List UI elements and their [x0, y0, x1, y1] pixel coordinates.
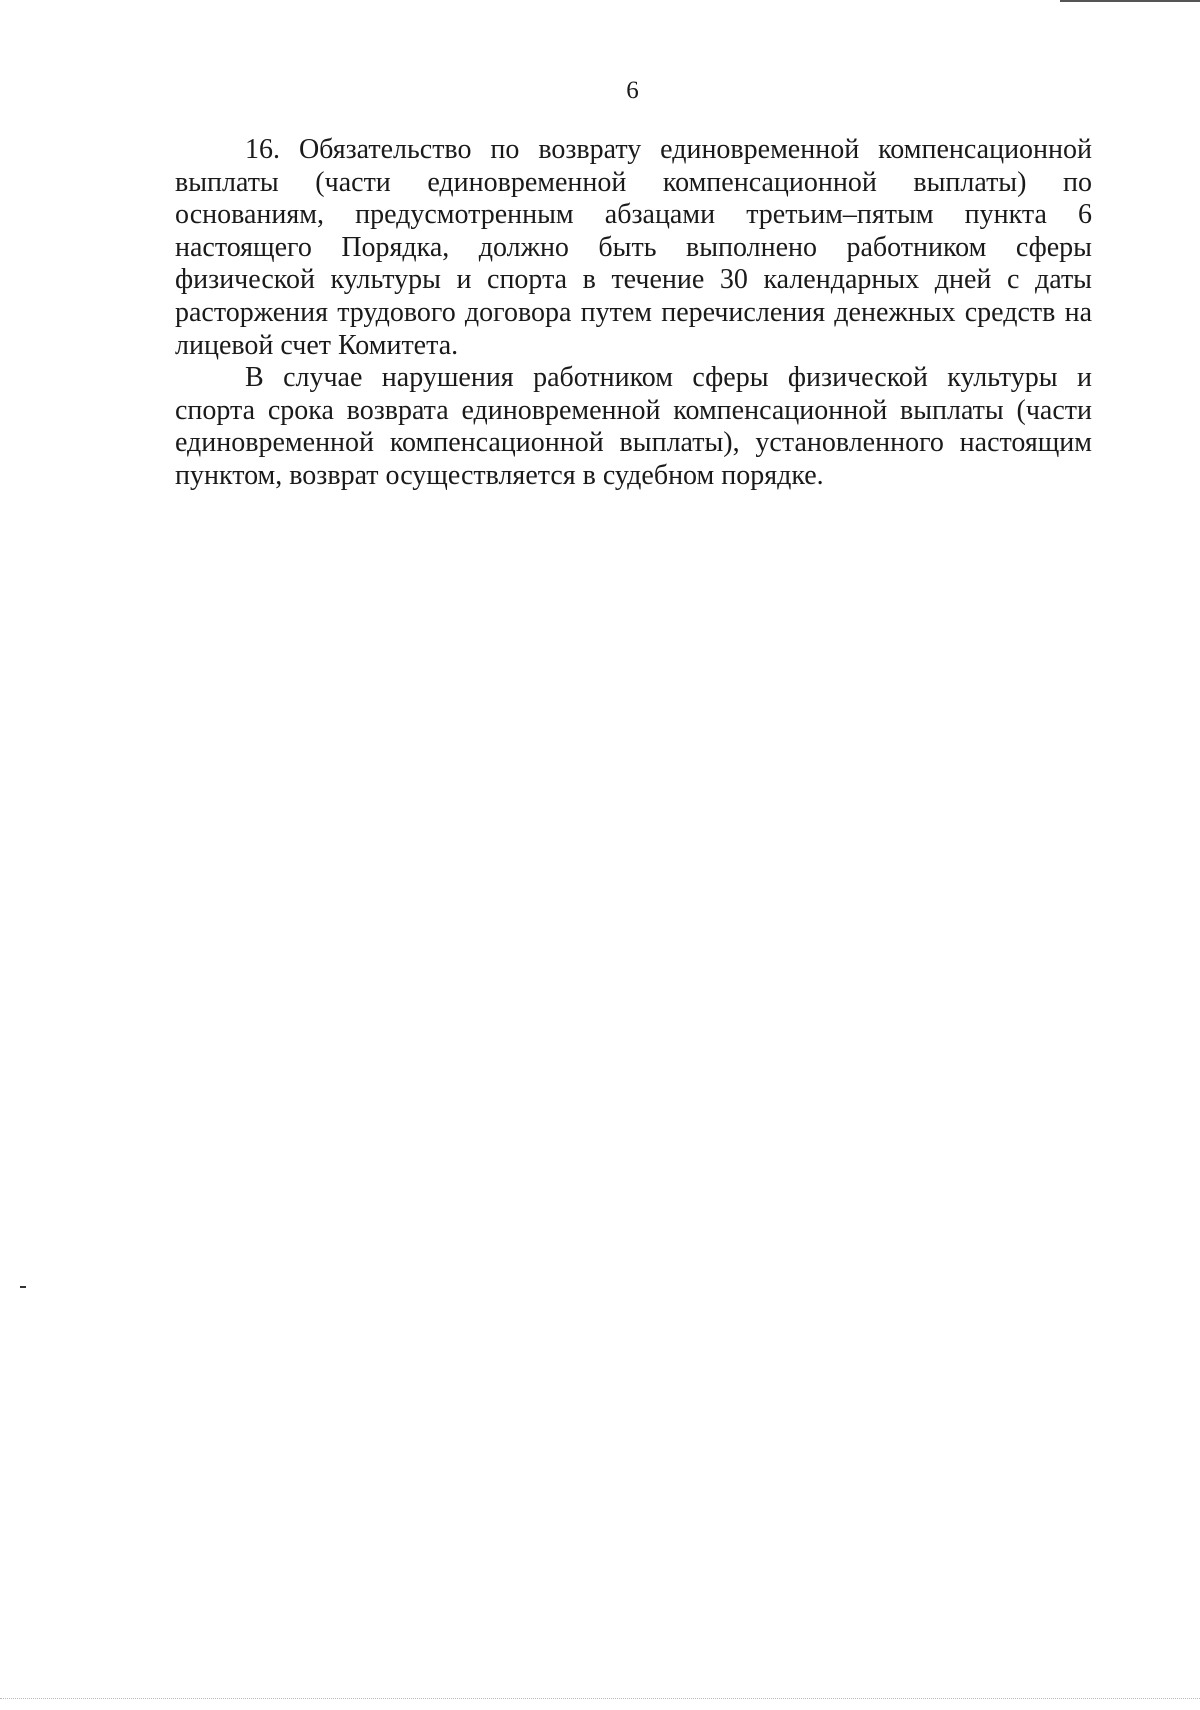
scan-artifact-line — [1060, 0, 1200, 2]
paragraph-violation: В случае нарушения работником сферы физической культуры и спорта срока возврата единовременной компенсационной выплаты (части единовременной компенсационной выплаты), установленного настоящим пунктом, возврат осуществляется в судебном порядке. — [175, 362, 1092, 491]
scan-artifact-dots — [0, 1698, 1200, 1700]
paragraph-16: 16. Обязательство по возврату единовременной компенсационной выплаты (части единовременной компенсационной выплаты) по основаниям, предусмотренным абзацами третьим–пятым пункта 6 настоящего Порядка, должно быть выполнено работником сферы физической культуры и спорта в течение 30 календарных дней с даты расторжения трудового договора путем перечисления денежных средств на лицевой счет Комитета. — [175, 134, 1092, 361]
document-body — [175, 134, 1092, 493]
page-number: 6 — [626, 77, 639, 104]
scan-artifact-dash — [20, 1286, 26, 1288]
